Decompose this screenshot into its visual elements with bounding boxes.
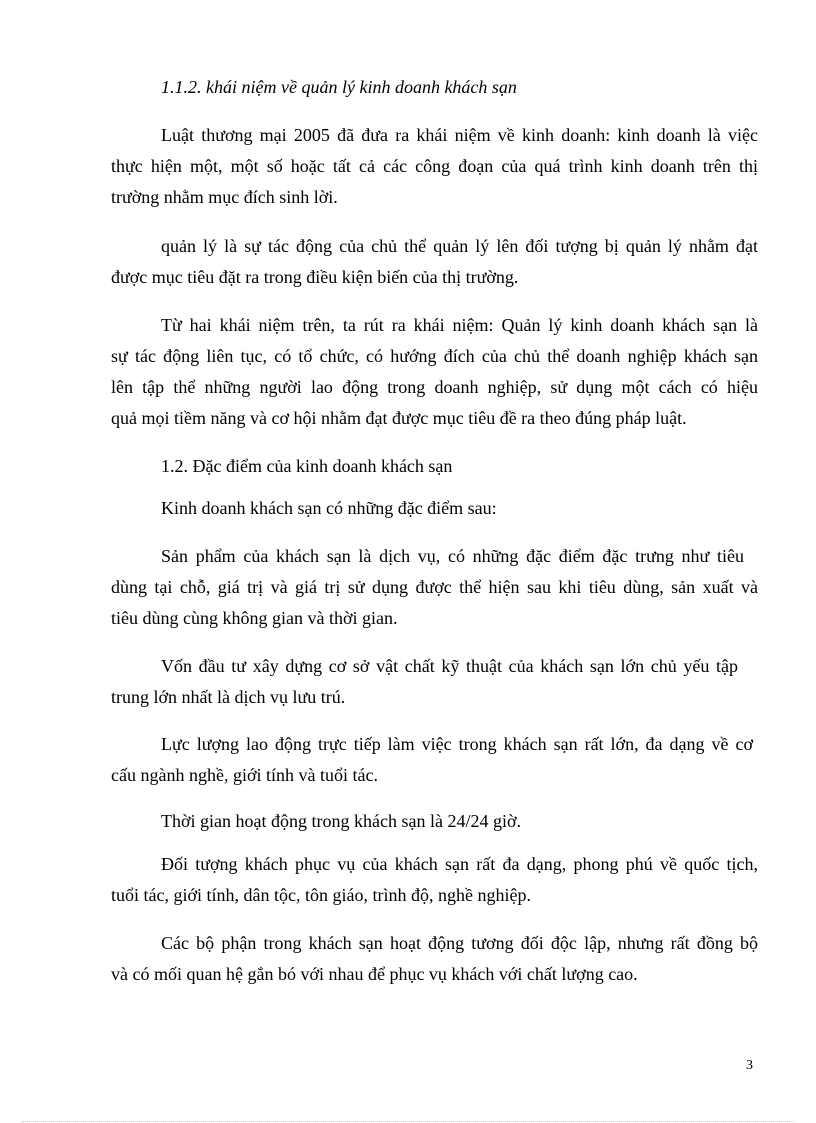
paragraph-line: sự tác động liên tục, có tổ chức, có hướng đích của chủ thể doanh nghiệp khách sạn — [111, 346, 758, 366]
paragraph-line: Đối tượng khách phục vụ của khách sạn rất đa dạng, phong phú về quốc tịch, — [161, 854, 758, 874]
paragraph-line: quản lý là sự tác động của chủ thể quản lý lên đối tượng bị quản lý nhằm đạt — [161, 236, 758, 256]
paragraph-line: và có mối quan hệ gắn bó với nhau để phục vụ khách với chất lượng cao. — [111, 964, 638, 984]
paragraph-line: Các bộ phận trong khách sạn hoạt động tương đối độc lập, nhưng rất đồng bộ — [161, 933, 758, 953]
paragraph-line: Vốn đầu tư xây dựng cơ sở vật chất kỹ thuật của khách sạn lớn chủ yếu tập — [161, 656, 738, 676]
paragraph-line: Thời gian hoạt động trong khách sạn là 24/24 giờ. — [161, 811, 521, 831]
paragraph-line: cấu ngành nghề, giới tính và tuổi tác. — [111, 765, 378, 785]
paragraph-line: Lực lượng lao động trực tiếp làm việc trong khách sạn rất lớn, đa dạng về cơ — [161, 734, 753, 754]
paragraph-line: Từ hai khái niệm trên, ta rút ra khái niệm: Quản lý kinh doanh khách sạn là — [161, 315, 758, 335]
page-bottom-border — [22, 1121, 794, 1122]
paragraph-line: thực hiện một, một số hoặc tất cả các công đoạn của quá trình kinh doanh trên thị — [111, 156, 758, 176]
paragraph-line: Luật thương mại 2005 đã đưa ra khái niệm về kinh doanh: kinh doanh là việc — [161, 125, 758, 145]
paragraph-line: tiêu dùng cùng không gian và thời gian. — [111, 608, 398, 628]
paragraph-line: Sản phẩm của khách sạn là dịch vụ, có những đặc điểm đặc trưng như tiêu — [161, 546, 744, 566]
paragraph-line: trung lớn nhất là dịch vụ lưu trú. — [111, 687, 346, 707]
paragraph-line: Kinh doanh khách sạn có những đặc điểm sau: — [161, 498, 497, 518]
paragraph-line: dùng tại chỗ, giá trị và giá trị sử dụng được thể hiện sau khi tiêu dùng, sản xuất và — [111, 577, 758, 597]
section-heading: 1.2. Đặc điểm của kinh doanh khách sạn — [161, 456, 453, 476]
paragraph-line: trường nhằm mục đích sinh lời. — [111, 187, 338, 207]
paragraph-line: lên tập thể những người lao động trong doanh nghiệp, sử dụng một cách có hiệu — [111, 377, 758, 397]
paragraph-line: quả mọi tiềm năng và cơ hội nhằm đạt được mục tiêu đề ra theo đúng pháp luật. — [111, 408, 687, 428]
paragraph-line: được mục tiêu đặt ra trong điều kiện biến của thị trường. — [111, 267, 519, 287]
page-number: 3 — [746, 1058, 753, 1073]
section-heading: 1.1.2. khái niệm về quản lý kinh doanh khách sạn — [161, 77, 517, 97]
paragraph-line: tuổi tác, giới tính, dân tộc, tôn giáo, trình độ, nghề nghiệp. — [111, 885, 531, 905]
